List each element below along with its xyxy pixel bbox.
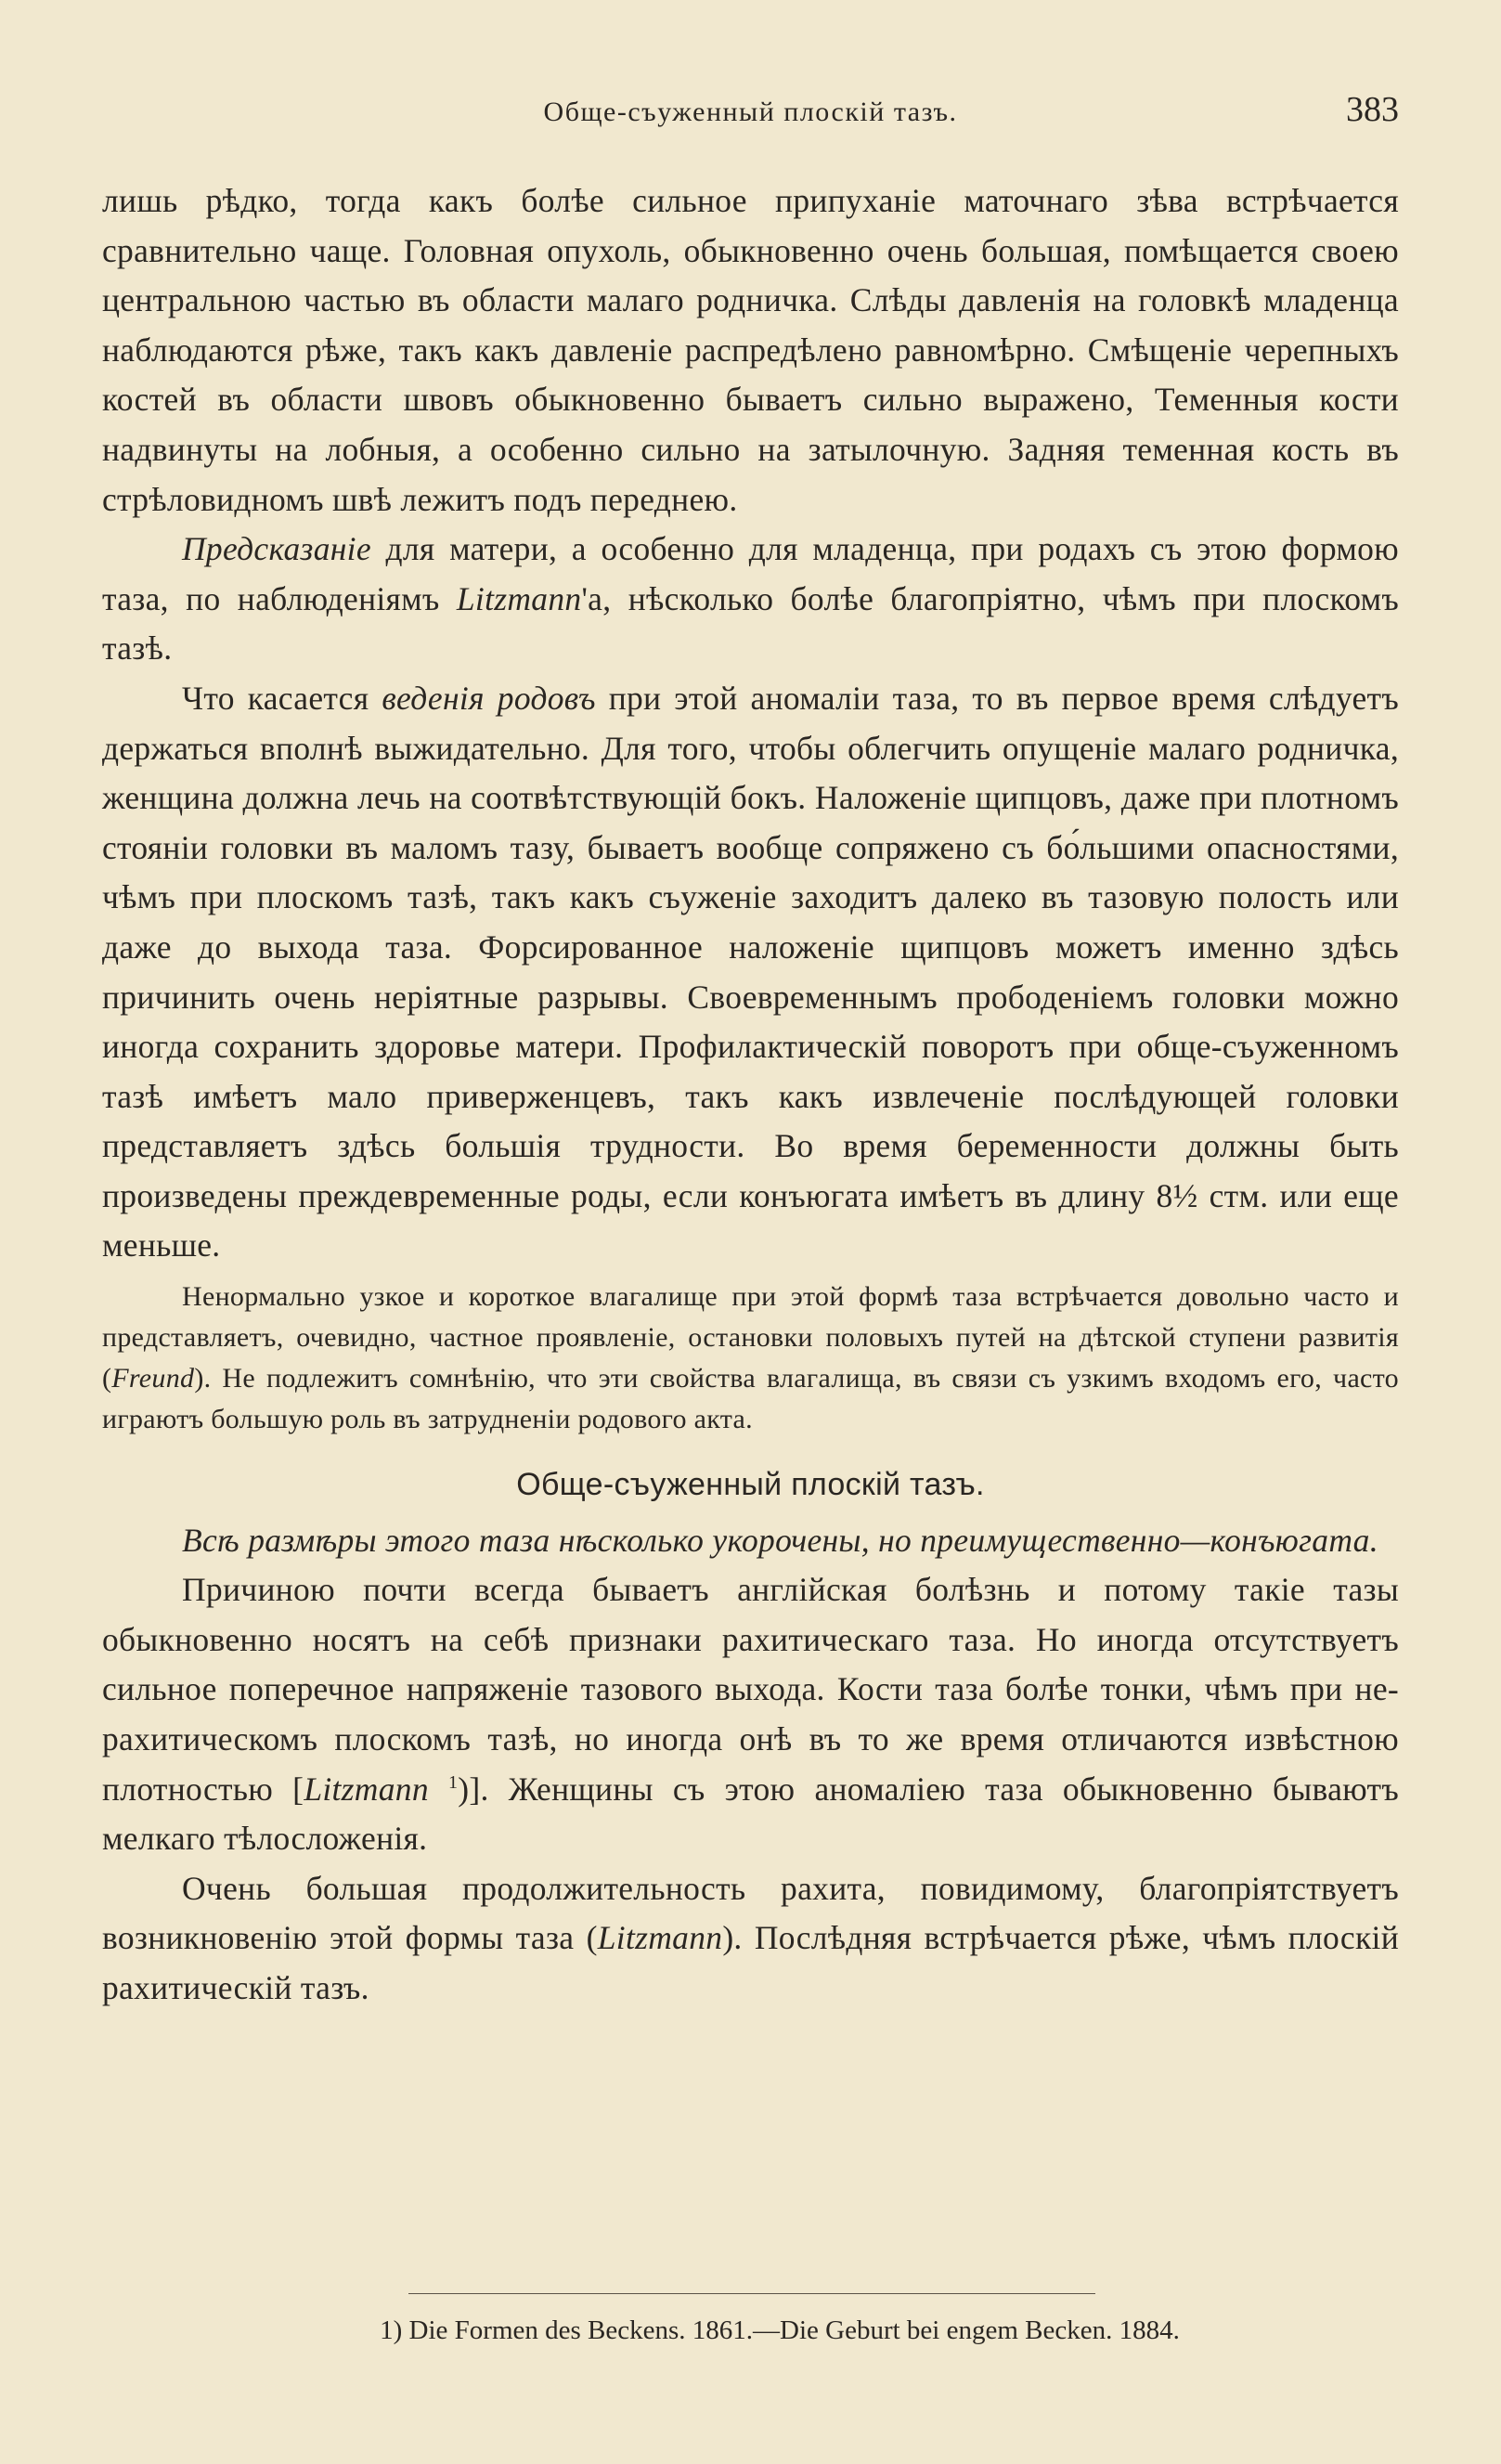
- paragraph-6: [102, 1565, 1399, 1864]
- paragraph-7-text-a: Очень большая продолжительность рахита, повидимому, благопріятствуетъ возникновенію этой формы таза (: [102, 1869, 1399, 1957]
- paragraph-5-italic: Всѣ размѣры этого таза нѣсколько укорочены, но преимущественно—конъюгата.: [182, 1521, 1378, 1559]
- paragraph-2: [102, 525, 1399, 674]
- italic-term: Предсказаніе: [182, 530, 371, 568]
- paragraph-3-text-b: при этой аномаліи таза, то въ первое время слѣдуетъ держаться вполнѣ выжидательно. Для того, чтобы облегчить опущеніе малаго родничка, женщина должна лечь на соотвѣтствующій бокъ. Наложеніе щипцовъ, даже при плотномъ стояніи головки въ маломъ тазу, бываетъ вообще сопряжено съ бо́льшими опасностями, чѣмъ при плоскомъ тазѣ, такъ какъ съуженіе заходитъ далеко въ тазовую полость или даже до выхода таза. Форсированное наложеніе щипцовъ можетъ именно здѣсь причинить очень неріятные разрывы. Своевременнымъ прободеніемъ головки можно иногда сохранить здоровье матери. Профилактическій поворотъ при обще-съуженномъ тазѣ имѣетъ мало приверженцевъ, такъ какъ извлеченіе послѣдующей головки представляетъ здѣсь большія трудности. Во время беременности должны быть произведены преждевременные роды, если конъюгата имѣетъ въ длину 8½ стм. или еще меньше.: [102, 679, 1399, 1264]
- footnote-marker: 1): [380, 2315, 403, 2345]
- body-text: [102, 176, 1399, 2014]
- author-name: Freund: [111, 1363, 195, 1394]
- paragraph-4-text-a: Ненормально узкое и короткое влагалище при этой формѣ таза встрѣчается довольно часто и представляетъ, очевидно, частное проявленіе, остановки половыхъ путей на дѣтской ступени развитія (: [102, 1281, 1399, 1394]
- author-name: Litzmann: [597, 1919, 723, 1957]
- paragraph-3: [102, 674, 1399, 1271]
- page-number: 383: [1346, 90, 1399, 129]
- author-name: Litzmann: [456, 579, 582, 617]
- section-heading: Обще-съуженный плоскій тазъ.: [516, 1467, 985, 1503]
- paragraph-4-text-b: ). Не подлежитъ сомнѣнію, что эти свойства влагалища, въ связи съ узкимъ входомъ его, часто играютъ большую роль въ затрудненіи родового акта.: [102, 1363, 1399, 1435]
- footnote-divider: [408, 2293, 1095, 2294]
- paragraph-3-text-a: Что касается: [182, 679, 382, 717]
- footnote-text: Die Formen des Beckens. 1861.—Die Geburt bei engem Becken. 1884.: [408, 2315, 1180, 2345]
- paragraph-6-text-a: Причиною почти всегда бываетъ англійская болѣзнь и потому такіе тазы обыкновенно носятъ на себѣ признаки рахитическаго таза. Но иногда отсутствуетъ сильное поперечное напряженіе тазового выхода. Кости таза болѣе тонки, чѣмъ при не-рахитическомъ плоскомъ тазѣ, но иногда онѣ въ то же время отличаются извѣстною плотностью [: [102, 1571, 1399, 1808]
- italic-term: веденія родовъ: [382, 679, 596, 717]
- author-name: Litzmann: [304, 1770, 429, 1808]
- paragraph-7: [102, 1864, 1399, 2014]
- paragraph-2-text-b: 'а, нѣсколько болѣе благопріятно, чѣмъ при плоскомъ тазѣ.: [102, 579, 1399, 668]
- running-title: Обще-съуженный плоскій тазъ.: [543, 97, 958, 127]
- paragraph-7-text-b: ). Послѣдняя встрѣчается рѣже, чѣмъ плоскій рахитическій тазъ.: [102, 1919, 1399, 2006]
- paragraph-2-text-a: для матери, а особенно для младенца, при родахъ съ этою формою таза, по наблюденіямъ: [102, 530, 1399, 617]
- footnote-ref: 1: [447, 1771, 459, 1793]
- paragraph-4-small-print: [102, 1277, 1399, 1440]
- paragraph-1: лишь рѣдко, тогда какъ болѣе сильное припуханіе маточнаго зѣва встрѣчается сравнительно чаще. Головная опухоль, обыкновенно очень большая, помѣщается своею центральною частью въ области малаго родничка. Слѣды давленія на головкѣ младенца наблюдаются рѣже, такъ какъ давленіе распредѣлено равномѣрно. Смѣщеніе черепныхъ костей въ области швовъ обыкновенно бываетъ сильно выражено, Теменныя кости надвинуты на лобныя, а особенно сильно на затылочную. Задняя теменная кость въ стрѣловидномъ швѣ лежитъ подъ переднею.: [102, 182, 1399, 518]
- footnote: [167, 2312, 1392, 2349]
- page-header: [102, 89, 1399, 145]
- paragraph-6-text-b: )]. Женщины съ этою аномаліею таза обыкновенно бываютъ мелкаго тѣлосложенія.: [102, 1770, 1399, 1858]
